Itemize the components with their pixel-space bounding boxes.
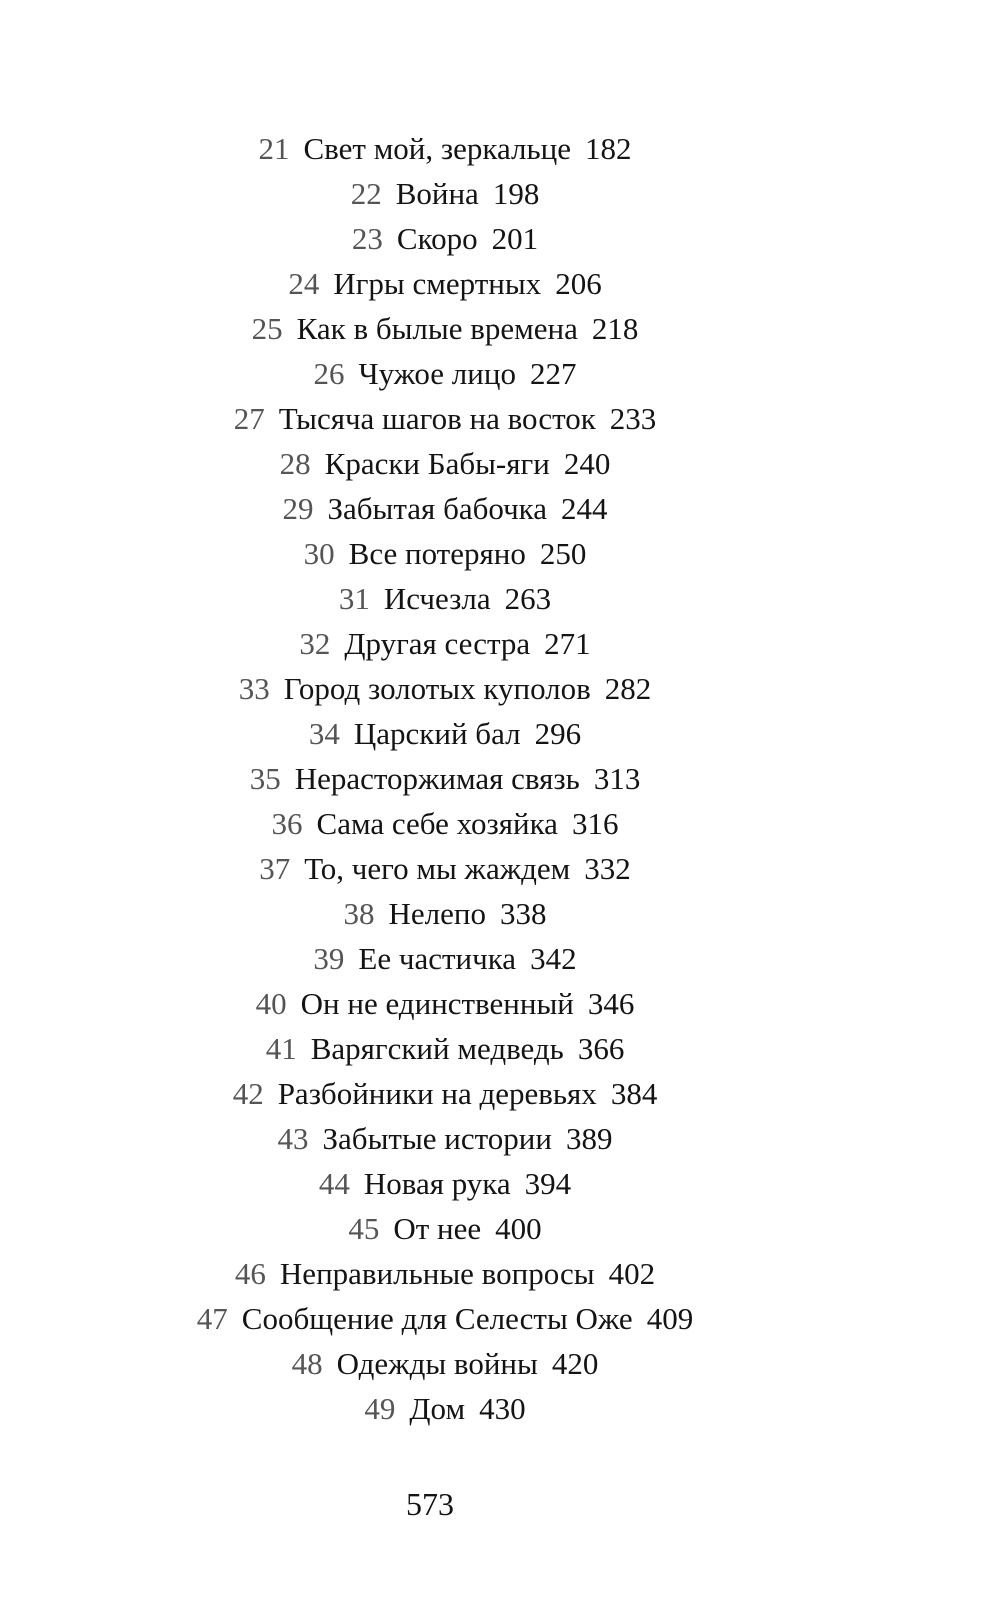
toc-entry <box>0 846 890 891</box>
chapter-title: Другая сестра <box>344 626 531 661</box>
chapter-title: Царский бал <box>353 716 521 751</box>
chapter-number: 43 <box>277 1121 309 1156</box>
chapter-page: 346 <box>587 986 635 1021</box>
chapter-page: 338 <box>499 896 547 931</box>
chapter-number: 30 <box>303 536 335 571</box>
chapter-page: 389 <box>565 1121 613 1156</box>
chapter-page: 394 <box>524 1166 572 1201</box>
chapter-title: Забытые истории <box>322 1121 552 1156</box>
chapter-number: 40 <box>255 986 287 1021</box>
chapter-number: 49 <box>364 1391 396 1426</box>
chapter-page: 198 <box>492 176 540 211</box>
toc-entry <box>0 936 890 981</box>
page-number: 573 <box>406 1486 454 1522</box>
chapter-title: Варягский медведь <box>310 1031 564 1066</box>
chapter-title: Неправильные вопросы <box>279 1256 595 1291</box>
chapter-number: 21 <box>258 131 290 166</box>
chapter-number: 29 <box>282 491 314 526</box>
chapter-page: 240 <box>563 446 611 481</box>
chapter-title: Дом <box>409 1391 466 1426</box>
chapter-number: 46 <box>234 1256 266 1291</box>
chapter-number: 27 <box>233 401 265 436</box>
toc-entry <box>0 1206 890 1251</box>
toc-entry <box>0 1386 890 1431</box>
chapter-title: То, чего мы жаждем <box>304 851 571 886</box>
chapter-number: 24 <box>288 266 320 301</box>
toc-entry <box>0 216 890 261</box>
chapter-page: 366 <box>577 1031 625 1066</box>
chapter-title: Чужое лицо <box>358 356 516 391</box>
chapter-title: Тысяча шагов на восток <box>278 401 596 436</box>
toc-entry <box>0 396 890 441</box>
chapter-title: Как в былые времена <box>296 311 578 346</box>
chapter-number: 38 <box>343 896 375 931</box>
chapter-title: Свет мой, зеркальце <box>303 131 571 166</box>
chapter-title: Разбойники на деревьях <box>277 1076 597 1111</box>
chapter-page: 263 <box>504 581 552 616</box>
chapter-title: Новая рука <box>363 1166 511 1201</box>
table-of-contents <box>0 126 890 1431</box>
chapter-page: 182 <box>584 131 632 166</box>
chapter-title: Война <box>395 176 479 211</box>
toc-entry <box>0 711 890 756</box>
chapter-title: Нелепо <box>388 896 486 931</box>
chapter-page: 420 <box>551 1346 599 1381</box>
toc-entry <box>0 1026 890 1071</box>
chapter-page: 206 <box>555 266 602 301</box>
chapter-page: 227 <box>529 356 577 391</box>
chapter-page: 250 <box>539 536 587 571</box>
toc-entry <box>0 1116 890 1161</box>
chapter-page: 201 <box>491 221 539 256</box>
chapter-page: 332 <box>584 851 631 886</box>
chapter-page: 233 <box>609 401 657 436</box>
chapter-page: 400 <box>495 1211 542 1246</box>
chapter-page: 316 <box>571 806 619 841</box>
chapter-title: Город золотых куполов <box>283 671 591 706</box>
chapter-number: 33 <box>238 671 270 706</box>
chapter-number: 35 <box>249 761 281 796</box>
chapter-number: 23 <box>351 221 383 256</box>
chapter-number: 36 <box>271 806 303 841</box>
chapter-number: 34 <box>308 716 340 751</box>
toc-entry <box>0 261 890 306</box>
chapter-page: 342 <box>530 941 577 976</box>
chapter-number: 32 <box>299 626 331 661</box>
chapter-number: 37 <box>259 851 291 886</box>
chapter-number: 44 <box>318 1166 350 1201</box>
chapter-page: 244 <box>561 491 608 526</box>
chapter-page: 271 <box>544 626 591 661</box>
chapter-title: Сообщение для Селесты Оже <box>241 1301 633 1336</box>
chapter-page: 402 <box>608 1256 656 1291</box>
chapter-title: Игры смертных <box>333 266 542 301</box>
chapter-number: 25 <box>251 311 283 346</box>
chapter-number: 41 <box>265 1031 297 1066</box>
toc-entry <box>0 441 890 486</box>
chapter-title: Краски Бабы-яги <box>324 446 550 481</box>
chapter-number: 31 <box>338 581 370 616</box>
toc-entry <box>0 1296 890 1341</box>
toc-entry <box>0 486 890 531</box>
chapter-page: 282 <box>604 671 652 706</box>
toc-entry <box>0 801 890 846</box>
toc-entry <box>0 1341 890 1386</box>
toc-entry <box>0 1251 890 1296</box>
chapter-number: 48 <box>291 1346 323 1381</box>
chapter-title: Все потеряно <box>348 536 526 571</box>
toc-entry <box>0 1161 890 1206</box>
chapter-number: 26 <box>313 356 345 391</box>
chapter-page: 218 <box>591 311 639 346</box>
chapter-title: Забытая бабочка <box>327 491 548 526</box>
chapter-page: 313 <box>593 761 641 796</box>
toc-entry <box>0 351 890 396</box>
chapter-title: Он не единственный <box>300 986 574 1021</box>
chapter-number: 28 <box>279 446 311 481</box>
chapter-page: 430 <box>479 1391 526 1426</box>
chapter-title: Сама себе хозяйка <box>316 806 558 841</box>
toc-entry <box>0 531 890 576</box>
toc-entry <box>0 756 890 801</box>
toc-entry <box>0 666 890 711</box>
chapter-title: Нерасторжимая связь <box>294 761 580 796</box>
toc-entry <box>0 306 890 351</box>
chapter-title: Одежды войны <box>336 1346 538 1381</box>
chapter-number: 42 <box>232 1076 264 1111</box>
chapter-page: 409 <box>646 1301 694 1336</box>
toc-entry <box>0 126 890 171</box>
chapter-number: 39 <box>313 941 345 976</box>
toc-entry <box>0 981 890 1026</box>
toc-entry <box>0 171 890 216</box>
toc-entry <box>0 891 890 936</box>
chapter-number: 47 <box>196 1301 228 1336</box>
chapter-page: 384 <box>610 1076 658 1111</box>
chapter-title: Скоро <box>396 221 478 256</box>
chapter-number: 45 <box>348 1211 380 1246</box>
chapter-page: 296 <box>534 716 582 751</box>
chapter-title: От нее <box>393 1211 482 1246</box>
chapter-number: 22 <box>350 176 382 211</box>
chapter-title: Исчезла <box>383 581 491 616</box>
toc-entry <box>0 621 890 666</box>
toc-entry <box>0 576 890 621</box>
chapter-title: Ее частичка <box>358 941 517 976</box>
toc-entry <box>0 1071 890 1116</box>
